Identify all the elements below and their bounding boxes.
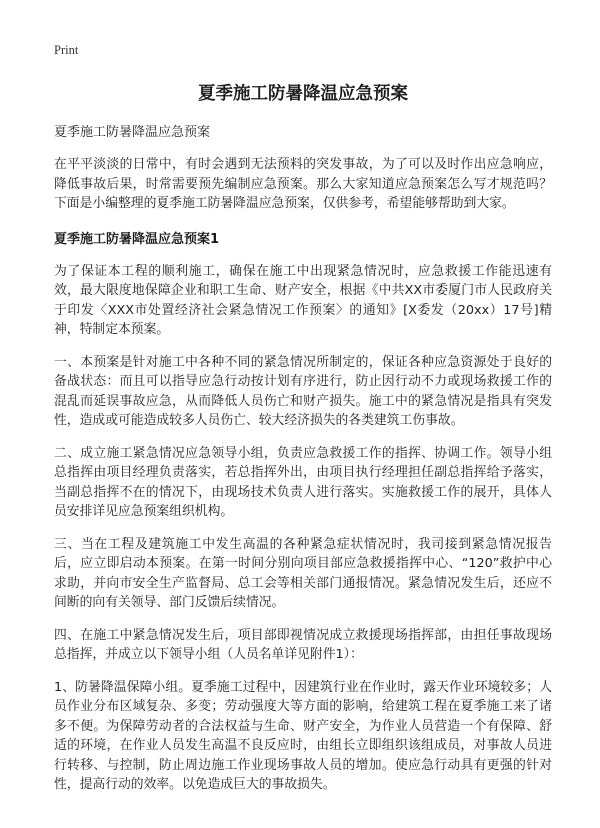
page-title: 夏季施工防暑降温应急预案 <box>198 84 408 104</box>
body-paragraph-1: 为了保证本工程的顺利施工，确保在施工中出现紧急情况时，应急救援工作能迅速有效，最大限度地保障企业和职工生命、财产安全，根据《中共XX市委厦门市人民政府关于印发〈XXX市处置经济社会紧急情况工作预案〉的通知》[X委发（20xx）17号]精神，特制定本预案。 <box>54 263 552 337</box>
body-paragraph-3: 二、成立施工紧急情况应急领导小组，负责应急救援工作的指挥、协调工作。领导小组总指挥由项目经理负责落实，若总指挥外出，由项目执行经理担任副总指挥给予落实，当副总指挥不在的情况下，由现场技术负责人进行落实。实施救援工作的展开，具体人员安排详见应急预案组织机构。 <box>54 445 552 519</box>
print-link[interactable]: Print <box>54 43 79 57</box>
body-paragraph-5: 四、在施工中紧急情况发生后，项目部即视情况成立救援现场指挥部，由担任事故现场总指挥，并成立以下领导小组（人员名单详见附件1）： <box>54 627 552 662</box>
intro-paragraph: 在平平淡淡的日常中，有时会遇到无法预料的突发事故，为了可以及时作出应急响应，降低事故后果，时常需要预先编制应急预案。那么大家知道应急预案怎么写才规范吗？下面是小编整理的夏季施工防暑降温应急预案，仅供参考，希望能够帮助到大家。 <box>54 157 552 211</box>
body-paragraph-4: 三、当在工程及建筑施工中发生高温的各种紧急症状情况时，我司接到紧急情况报告后，应立即启动本预案。在第一时间分别向项目部应急救援指挥中心、“120”救护中心求助，并向市安全生产监督局、总工会等相关部门通报情况。紧急情况发生后，还应不间断的向有关领导、部门反馈后续情况。 <box>54 536 552 610</box>
document-subtitle: 夏季施工防暑降温应急预案 <box>54 125 211 140</box>
body-paragraph-6: 1、防暑降温保障小组。夏季施工过程中，因建筑行业在作业时，露天作业环境较多；人员作业分布区域复杂、多变；劳动强度大等方面的影响，给建筑工程在夏季施工来了诸多不便。为保障劳动者的合法权益与生命、财产安全，为作业人员营造一个有保障、舒适的环境，在作业人员发生高温不良反应时，由组长立即组织该组成员，对事故人员进行转移、与控制，防止周边施工作业现场事故人员的增加。使应急行动具有更强的针对性，提高行动的效率。以免造成巨大的事故损失。 <box>54 679 552 792</box>
section-heading: 夏季施工防暑降温应急预案1 <box>54 231 220 247</box>
body-paragraph-2: 一、本预案是针对施工中各种不同的紧急情况所制定的，保证各种应急资源处于良好的备战状态：而且可以指导应急行动按计划有序进行，防止因行动不力或现场救援工作的混乱而延误事故应急，从而降低人员伤亡和财产损失。施工中的紧急情况是指具有突发性，造成或可能造成较多人员伤亡、较大经济损失的各类建筑工伤事故。 <box>54 354 552 428</box>
